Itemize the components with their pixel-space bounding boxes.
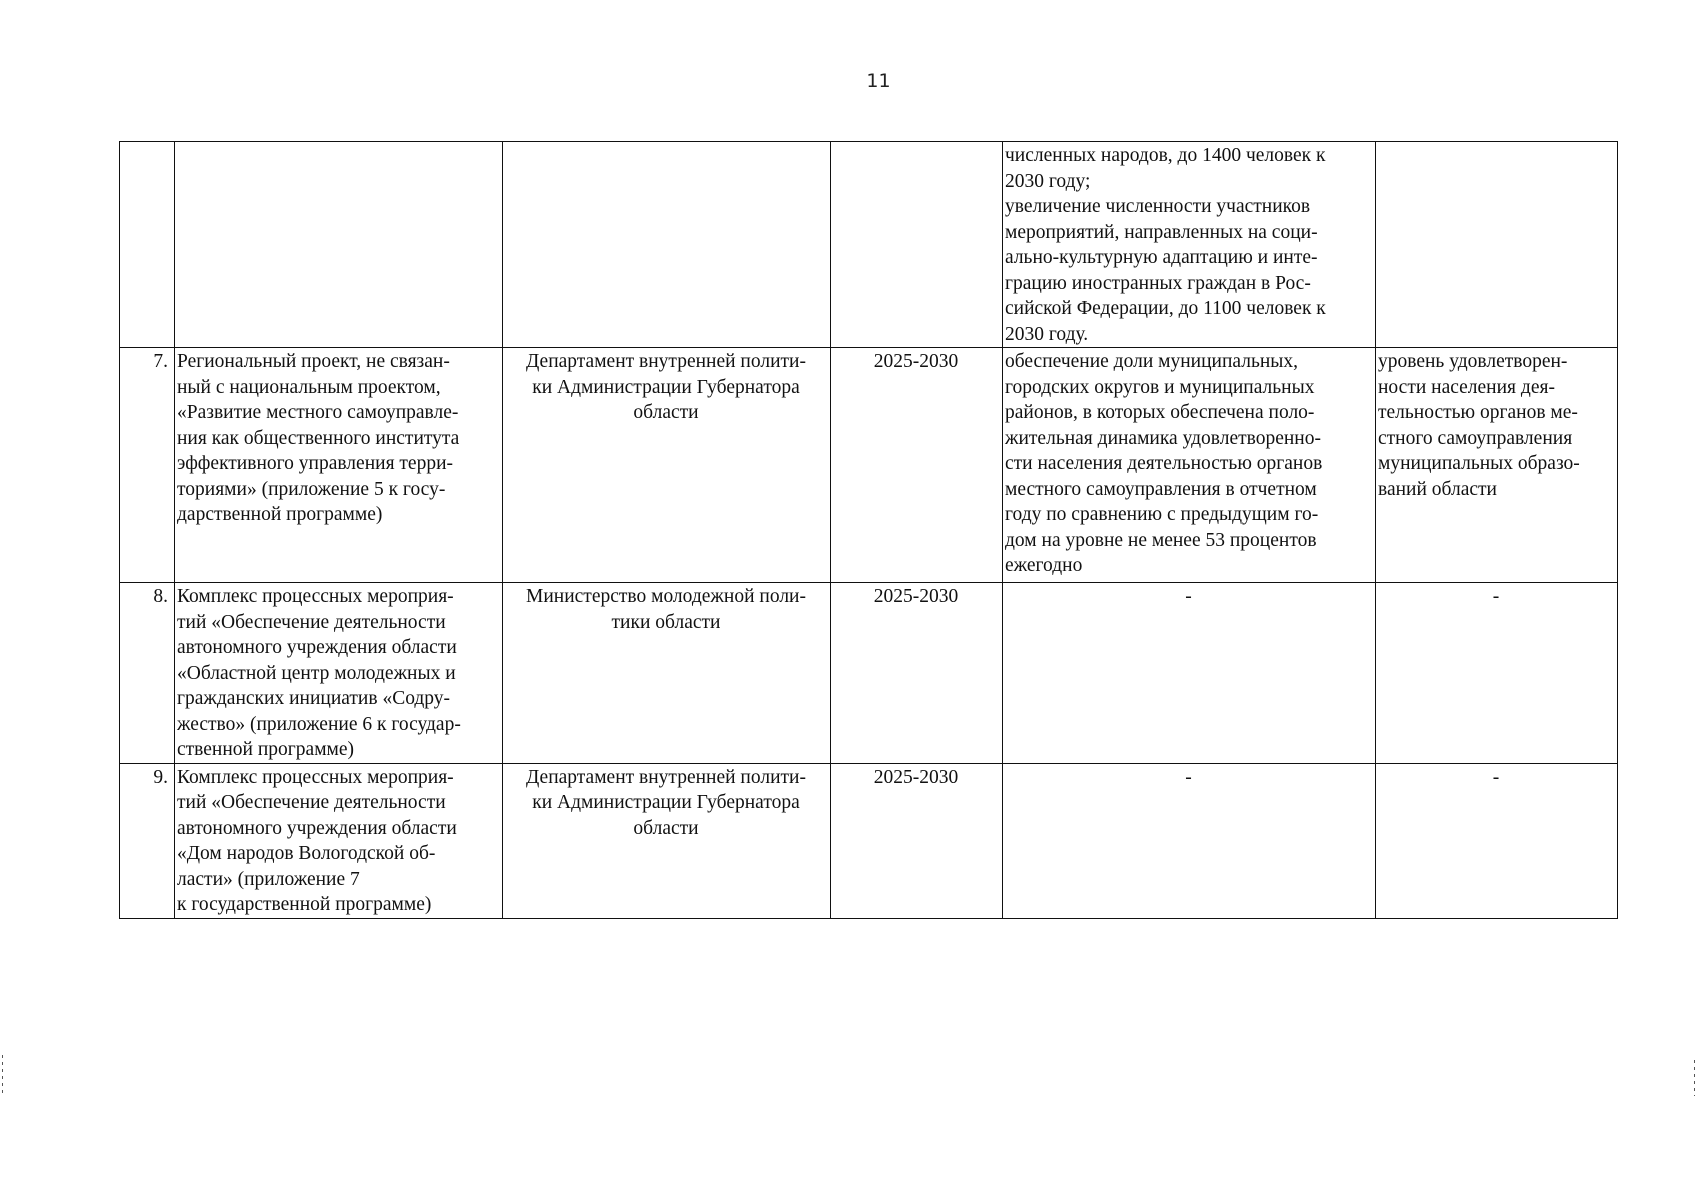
row-indicators-cell: обеспечение доли муниципальных, городских округов и муниципальных районов, в которых обеспечена поло- жительная динамика удовлетворенно- сти населения деятельностью органов местного самоуправления в отчетном году по сравнению с предыдущим го- дом на уровне не менее 53 процентов ежегодно <box>1003 348 1376 583</box>
scan-mark-right <box>1694 1060 1695 1096</box>
scan-mark-left <box>2 1055 3 1095</box>
table-row <box>120 348 1618 583</box>
row-name-cell <box>175 142 503 348</box>
row-name-cell: Региональный проект, не связан- ный с национальным проектом, «Развитие местного самоуправле- ния как общественного института эффективного управления терри- ториями» (приложение 5 к госу- дарственной программе) <box>175 348 503 583</box>
row-executor-cell: Департамент внутренней полити- ки Администрации Губернатора области <box>503 763 831 918</box>
row-name-cell: Комплекс процессных мероприя- тий «Обеспечение деятельности автономного учреждения области «Областной центр молодежных и гражданских инициатив «Содру- жество» (приложение 6 к государ- ственной программе) <box>175 583 503 764</box>
row-indicators-cell: - <box>1003 763 1376 918</box>
row-number: 8. <box>120 583 175 764</box>
row-period-cell: 2025-2030 <box>831 763 1003 918</box>
row-period-cell: 2025-2030 <box>831 583 1003 764</box>
table-row <box>120 142 1618 348</box>
row-executor-cell: Министерство молодежной поли- тики области <box>503 583 831 764</box>
row-executor-cell <box>503 142 831 348</box>
page-number: 11 <box>866 70 891 92</box>
row-period-cell <box>831 142 1003 348</box>
row-number <box>120 142 175 348</box>
row-executor-cell: Департамент внутренней полити- ки Администрации Губернатора области <box>503 348 831 583</box>
row-number: 7. <box>120 348 175 583</box>
program-structure-table <box>119 141 1618 919</box>
row-link-cell: - <box>1376 763 1618 918</box>
row-indicators-cell: численных народов, до 1400 человек к 2030 году; увеличение численности участников мероприятий, направленных на соци- ально-культурную адаптацию и инте- грацию иностранных граждан в Рос- сийской Федерации, до 1100 человек к 2030 году. <box>1003 142 1376 348</box>
row-number: 9. <box>120 763 175 918</box>
row-indicators-cell: - <box>1003 583 1376 764</box>
row-link-cell: уровень удовлетворен- ности населения дея- тельностью органов ме- стного самоуправления муниципальных образо- ваний области <box>1376 348 1618 583</box>
row-name-cell: Комплекс процессных мероприя- тий «Обеспечение деятельности автономного учреждения области «Дом народов Вологодской об- ласти» (приложение 7 к государственной программе) <box>175 763 503 918</box>
row-period-cell: 2025-2030 <box>831 348 1003 583</box>
row-link-cell <box>1376 142 1618 348</box>
row-link-cell: - <box>1376 583 1618 764</box>
table-row <box>120 583 1618 764</box>
table-row <box>120 763 1618 918</box>
